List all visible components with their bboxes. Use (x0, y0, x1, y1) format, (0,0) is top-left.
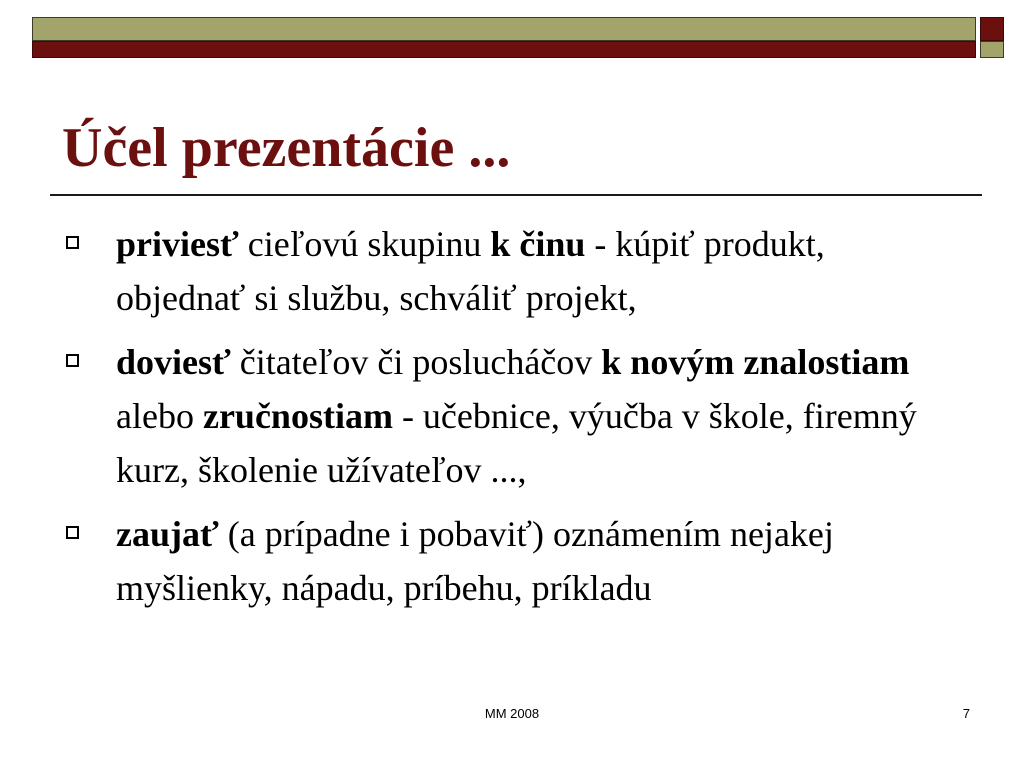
bullet-text-bold: doviesť (116, 342, 231, 382)
bullet-text: čitateľov či poslucháčov (230, 342, 602, 382)
bullet-text-bold: zaujať (116, 514, 219, 554)
bullet-item (62, 335, 962, 497)
bullet-text: (a prípadne i pobaviť) oznámením nejakej myšlienky, nápadu, príbehu, príkladu (116, 514, 834, 608)
hollow-square-icon (66, 236, 79, 249)
bullet-item (62, 507, 962, 615)
bullet-item (62, 217, 962, 325)
bullet-text: - učebnice, výučba v škole, firemný kurz, školenie užívateľov ..., (116, 396, 917, 490)
hollow-square-icon (66, 354, 79, 367)
header-square-olive (980, 41, 1004, 58)
bullet-text-bold: zručnostiam (202, 396, 393, 436)
bullet-list (62, 217, 962, 625)
bullet-text-bold: priviesť (116, 224, 239, 264)
bullet-text: - kúpiť produkt, objednať si službu, schváliť projekt, (116, 224, 825, 318)
bullet-text-bold: k činu (490, 224, 586, 264)
bullet-text: alebo (116, 396, 203, 436)
slide-title: Účel prezentácie ... (62, 117, 511, 179)
header-band-olive (32, 17, 976, 41)
footer-text: MM 2008 (484, 706, 540, 721)
bullet-text: cieľovú skupinu (238, 224, 491, 264)
bullet-text-bold: k novým znalostiam (601, 342, 910, 382)
hollow-square-icon (66, 526, 79, 539)
header-square-red (980, 17, 1004, 41)
title-divider (50, 194, 982, 196)
page-number: 7 (962, 706, 970, 721)
header-band-red (32, 41, 976, 58)
